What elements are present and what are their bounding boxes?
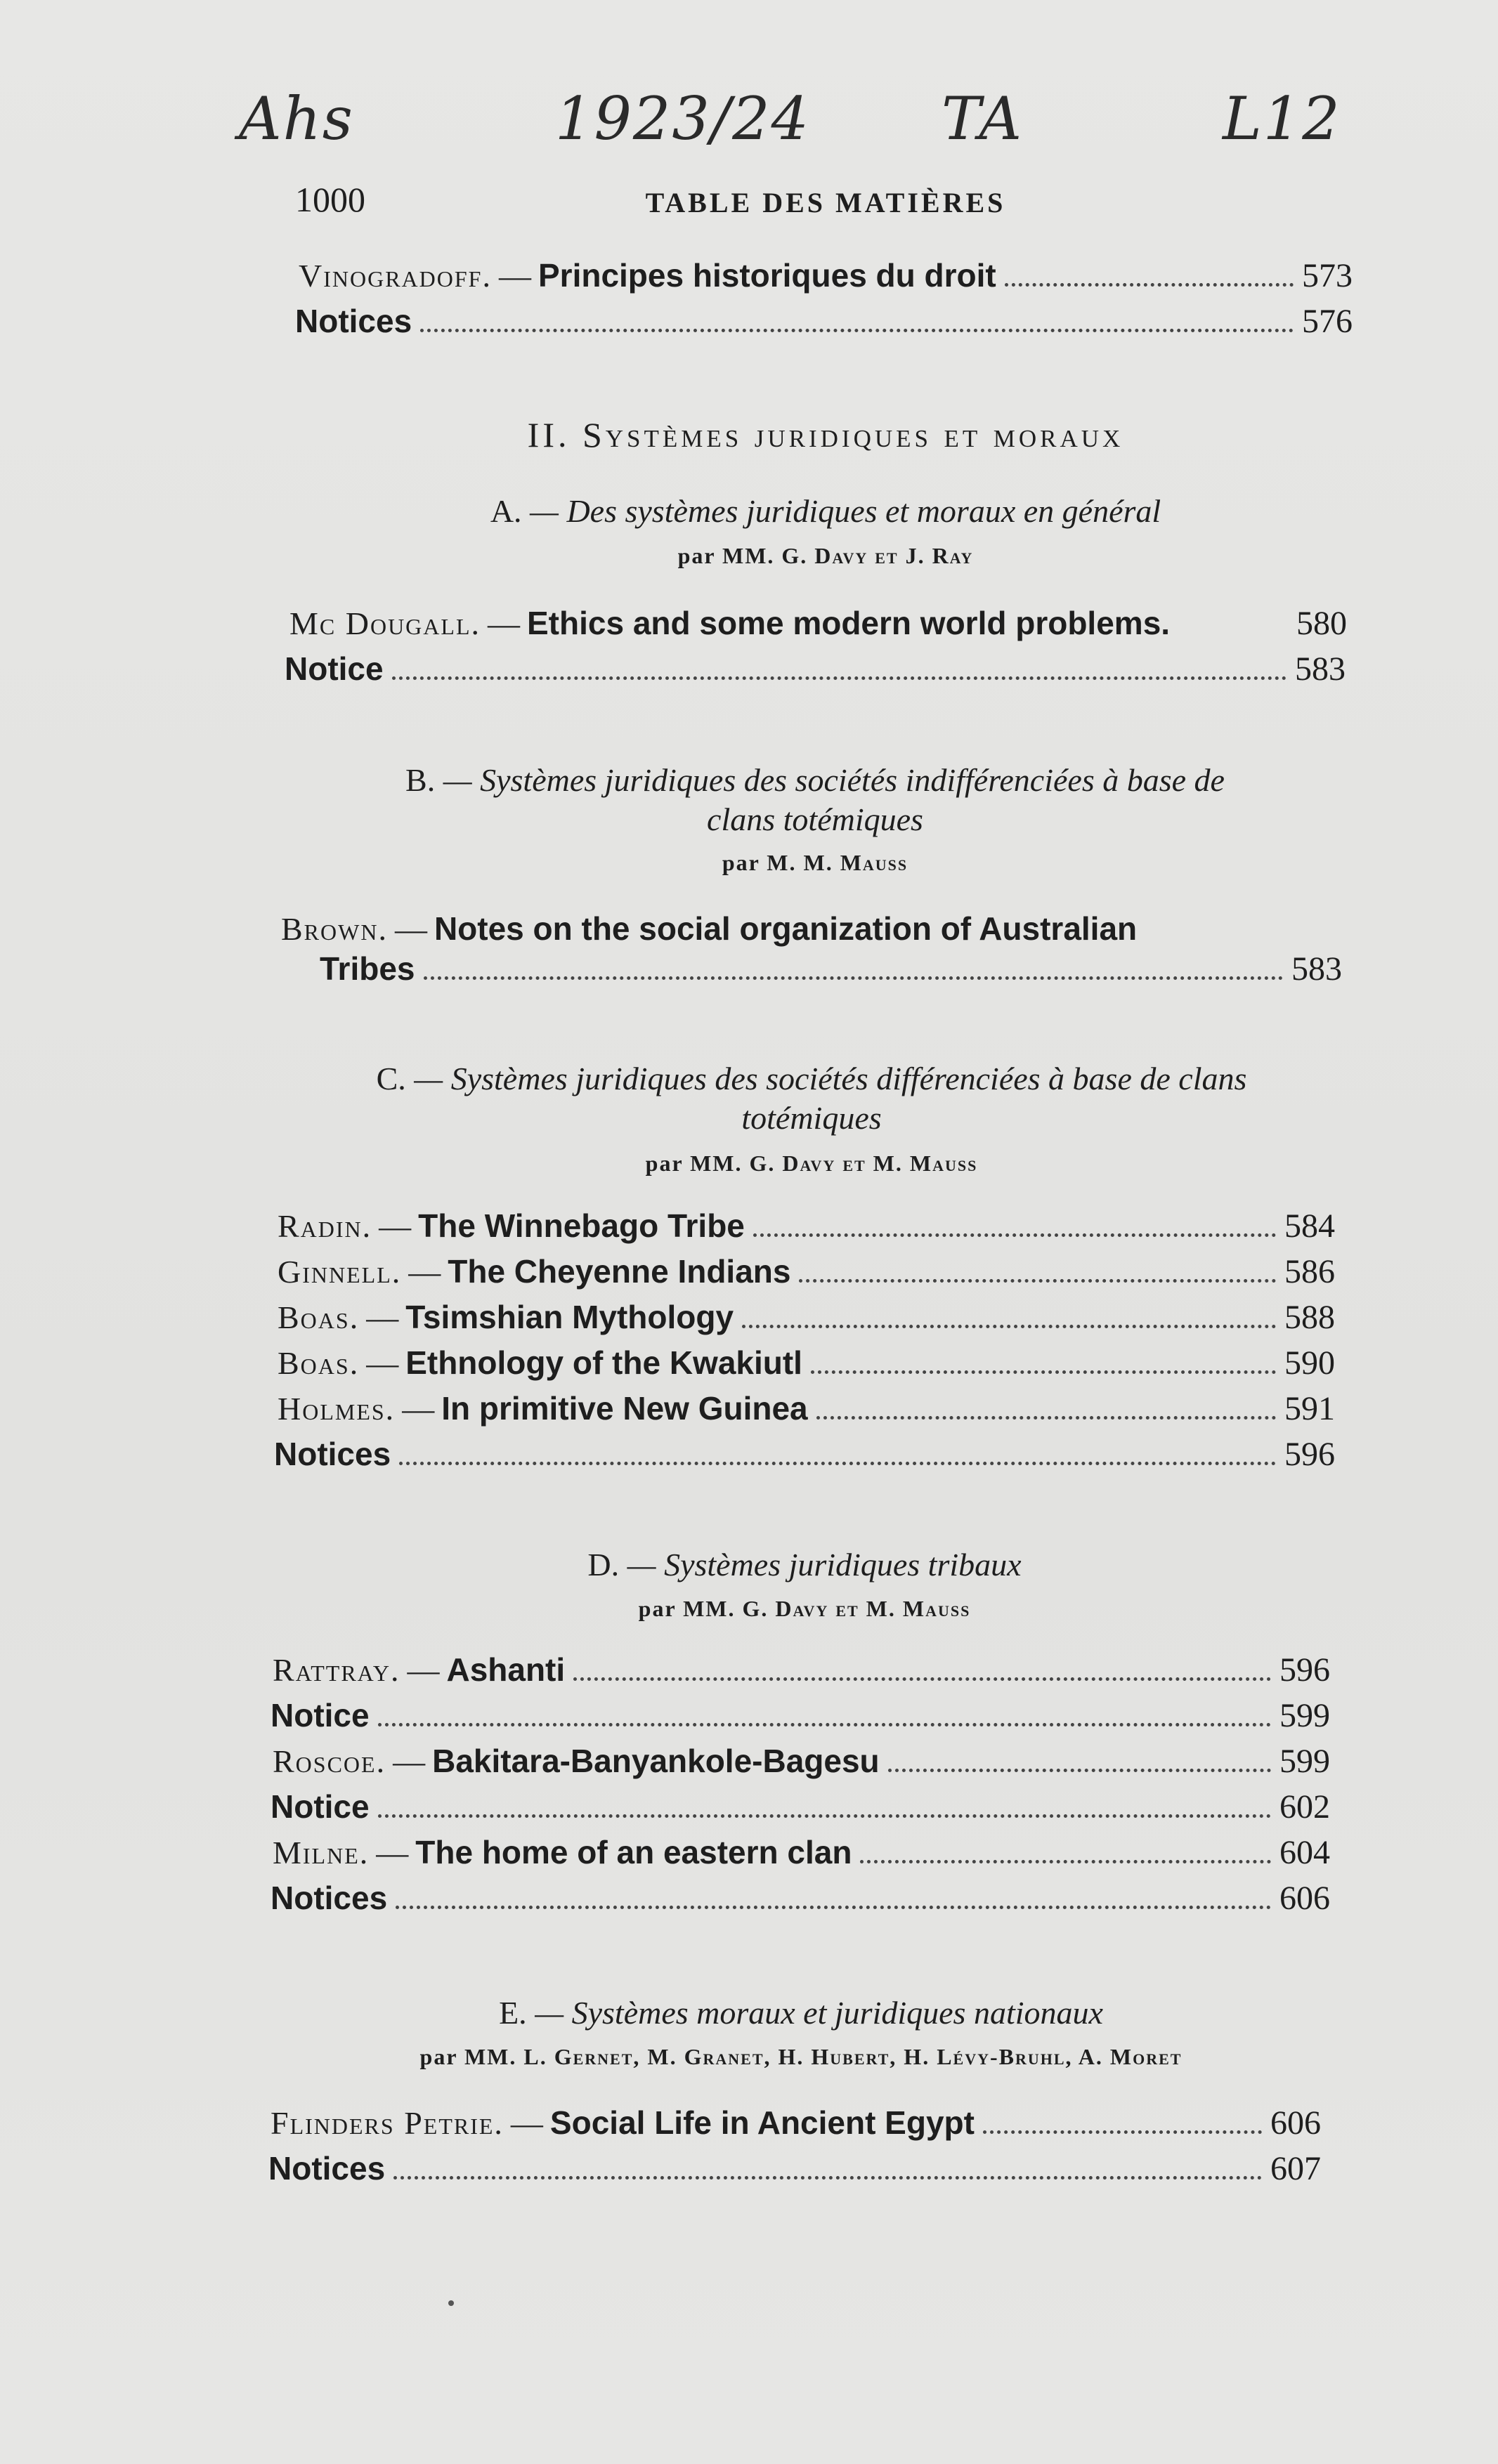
dot-leader — [1005, 283, 1294, 287]
entry-title: In primitive New Guinea — [441, 1390, 808, 1427]
entry-page: 606 — [1270, 2104, 1321, 2142]
toc-entry: Boas. — Tsimshian Mythology 588 — [278, 1299, 1335, 1336]
section-title: II. Systèmes juridiques et moraux — [527, 415, 1124, 454]
toc-entry: Radin. — The Winnebago Tribe 584 — [278, 1207, 1335, 1245]
entry-page: 607 — [1270, 2150, 1321, 2187]
entry-page: 576 — [1302, 303, 1353, 340]
entry-page: 604 — [1279, 1834, 1330, 1871]
handwritten-note-c: TA — [942, 84, 1024, 153]
entry-author: Brown. — [281, 911, 388, 947]
entry-author: Roscoe. — [273, 1743, 386, 1779]
ink-speck — [448, 2300, 454, 2306]
toc-entry: Boas. — Ethnology of the Kwakiutl 590 — [278, 1344, 1335, 1382]
entry-page: 602 — [1279, 1788, 1330, 1826]
dot-leader — [753, 1233, 1276, 1237]
entry-author: Mc Dougall. — [289, 605, 481, 641]
toc-entry: Milne. — The home of an eastern clan 604 — [273, 1834, 1330, 1871]
entry-title: Ethnology of the Kwakiutl — [405, 1344, 802, 1381]
toc-entry: Vinogradoff. — Principes historiques du droit 573 — [299, 257, 1353, 294]
dot-leader — [396, 1906, 1271, 1909]
entry-title: The home of an eastern clan — [415, 1834, 852, 1870]
toc-entry — [271, 1788, 1330, 1830]
entry-page: 583 — [1291, 950, 1342, 988]
running-head — [295, 179, 1356, 221]
entry-title: Notice — [271, 1788, 370, 1825]
entry-author: Milne. — [273, 1835, 370, 1870]
entry-title: Principes historiques du droit — [538, 257, 996, 294]
entry-page: 599 — [1279, 1697, 1330, 1734]
entry-title: Notice — [285, 650, 384, 687]
toc-entry — [285, 650, 1346, 692]
entry-title: The Winnebago Tribe — [418, 1207, 745, 1244]
entry-page: 573 — [1302, 257, 1353, 294]
dot-leader — [799, 1279, 1276, 1283]
subsection-b-title: B. — Systèmes juridiques des sociétés indifférenciées à base de clans totémiques — [405, 762, 1225, 837]
running-title: TABLE DES MATIÈRES — [645, 187, 1006, 218]
entry-title: Notices — [295, 303, 412, 339]
entry-title: Tsimshian Mythology — [405, 1299, 734, 1335]
dot-leader — [424, 976, 1283, 980]
dot-leader — [392, 676, 1287, 680]
toc-entry: Mc Dougall. — Ethics and some modern world problems. 580 — [289, 605, 1347, 642]
entry-page: 583 — [1295, 650, 1346, 688]
toc-entry: Ginnell. — The Cheyenne Indians 586 — [278, 1253, 1335, 1290]
subsection-c-title: C. — Systèmes juridiques des sociétés différenciées à base de clans totémiques — [376, 1061, 1247, 1136]
entry-page: 590 — [1284, 1344, 1335, 1382]
entry-page: 591 — [1284, 1390, 1335, 1427]
entry-title: Ashanti — [446, 1651, 566, 1688]
page-number: 1000 — [295, 180, 365, 219]
toc-entry: Holmes. — In primitive New Guinea 591 — [278, 1390, 1335, 1427]
entry-title: Bakitara-Banyankole-Bagesu — [432, 1743, 880, 1779]
toc-entry — [271, 1879, 1330, 1921]
entry-author: Boas. — [278, 1299, 360, 1335]
entry-page: 586 — [1284, 1253, 1335, 1290]
entry-author: Flinders Petrie. — [271, 2105, 504, 2141]
subsection-d-title: D. — Systèmes juridiques tribaux — [587, 1547, 1022, 1582]
toc-entry — [274, 1435, 1335, 1477]
dot-leader — [378, 1814, 1271, 1818]
entry-page: 596 — [1284, 1436, 1335, 1473]
subsection-a-byline: par MM. G. Davy et J. Ray — [677, 543, 974, 568]
subsection-b-byline: par M. M. Mauss — [722, 850, 908, 875]
dot-leader — [811, 1370, 1276, 1374]
subsection-d-byline: par MM. G. Davy et M. Mauss — [638, 1596, 971, 1621]
entry-title: Notices — [274, 1436, 391, 1472]
dot-leader — [983, 2130, 1262, 2134]
entry-title: Notices — [271, 1880, 388, 1916]
toc-entry: Rattray. — Ashanti 596 — [273, 1651, 1330, 1689]
entry-author: Holmes. — [278, 1391, 396, 1427]
dot-leader — [742, 1325, 1276, 1328]
entry-author: Boas. — [278, 1345, 360, 1381]
dot-leader — [888, 1769, 1271, 1772]
subsection-e-title: E. — Systèmes moraux et juridiques nationaux — [499, 1995, 1103, 2031]
toc-entry — [295, 302, 1353, 344]
toc-entry — [268, 2149, 1321, 2191]
dot-leader — [860, 1860, 1271, 1863]
dot-leader — [573, 1677, 1271, 1681]
toc-entry: Brown. — Notes on the social organization of Australian — [281, 910, 1138, 947]
dot-leader — [399, 1462, 1276, 1465]
entry-author: Radin. — [278, 1208, 372, 1244]
dot-leader — [378, 1723, 1271, 1726]
entry-title: Notices — [268, 2150, 386, 2187]
entry-title: Social Life in Ancient Egypt — [549, 2104, 975, 2141]
subsection-e-byline: par MM. L. Gernet, M. Granet, H. Hubert, H. Lévy-Bruhl, A. Moret — [419, 2044, 1183, 2069]
entry-author: Vinogradoff. — [299, 258, 492, 294]
handwritten-note-a: Ahs — [239, 84, 354, 153]
entry-page: 588 — [1284, 1299, 1335, 1336]
toc-entry: Flinders Petrie. — Social Life in Ancient Egypt 606 — [271, 2104, 1321, 2142]
entry-page: 596 — [1279, 1651, 1330, 1689]
entry-title: Tribes — [320, 950, 415, 987]
subsection-c-byline: par MM. G. Davy et M. Mauss — [645, 1151, 978, 1176]
entry-author: Rattray. — [273, 1652, 400, 1688]
toc-entry-continued — [320, 950, 1342, 992]
entry-title: Ethics and some modern world problems. — [527, 605, 1171, 641]
dot-leader — [420, 329, 1294, 332]
handwritten-note-d: L12 — [1223, 84, 1341, 153]
subsection-a-title: A. — Des systèmes juridiques et moraux en général — [490, 493, 1161, 529]
entry-page: 584 — [1284, 1207, 1335, 1245]
entry-title: The Cheyenne Indians — [448, 1253, 791, 1290]
entry-author: Ginnell. — [278, 1254, 402, 1290]
handwritten-note-b: 1923/24 — [555, 84, 810, 153]
toc-entry — [271, 1696, 1330, 1738]
entry-page: 580 — [1296, 605, 1347, 642]
toc-entry: Roscoe. — Bakitara-Banyankole-Bagesu 599 — [273, 1743, 1330, 1780]
entry-page: 606 — [1279, 1880, 1330, 1917]
dot-leader — [393, 2176, 1262, 2180]
entry-page: 599 — [1279, 1743, 1330, 1780]
entry-title: Notice — [271, 1697, 370, 1734]
entry-title: Notes on the social organization of Australian — [434, 910, 1138, 947]
dot-leader — [816, 1416, 1276, 1420]
